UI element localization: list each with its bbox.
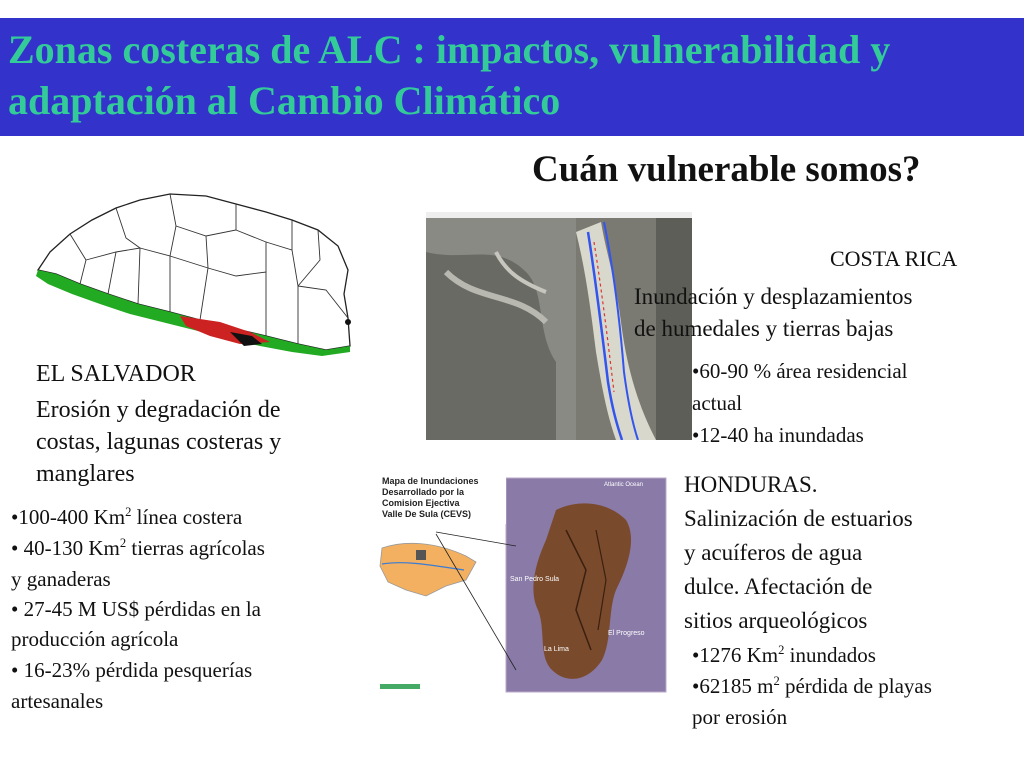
el-salvador-line-2: costas, lagunas costeras y bbox=[36, 429, 282, 455]
honduras-line-1: Salinización de estuarios bbox=[684, 506, 913, 531]
el-salvador-bullet-2: • 40-130 Km$^2$ tierras agrícolas bbox=[11, 536, 265, 560]
honduras-line-4: sitios arqueológicos bbox=[684, 608, 868, 633]
el-salvador-line-3: manglares bbox=[36, 461, 135, 487]
honduras-flood-map bbox=[376, 470, 668, 700]
costa-rica-line-1: Inundación y desplazamientos bbox=[634, 284, 913, 309]
el-salvador-bullet-4: • 16-23% pérdida pesquerías bbox=[11, 658, 253, 682]
honduras-bullet-2-cont: por erosión bbox=[692, 705, 788, 729]
el-salvador-bullet-3-cont: producción agrícola bbox=[11, 627, 179, 651]
el-salvador-heading: EL SALVADOR bbox=[36, 361, 196, 387]
honduras-line-3: dulce. Afectación de bbox=[684, 574, 873, 599]
el-salvador-bullet-3: • 27-45 M US$ pérdidas en la bbox=[11, 597, 261, 621]
el-salvador-line-1: Erosión y degradación de bbox=[36, 397, 281, 423]
costa-rica-bullet-2: •12-40 ha inundadas bbox=[692, 423, 864, 447]
costa-rica-line-2: de humedales y tierras bajas bbox=[634, 316, 894, 341]
map-label-atlantic-ocean: Atlantic Ocean bbox=[604, 482, 644, 488]
honduras-bullet-2: •62185 $m^2$ pérdida de playas bbox=[692, 674, 932, 698]
costa-rica-bullet-1-cont: actual bbox=[692, 391, 743, 415]
el-salvador-map bbox=[30, 190, 352, 358]
honduras-bullet-1: •1276 Km$^2$ inundados bbox=[692, 643, 876, 667]
el-salvador-bullet-4-cont: artesanales bbox=[11, 689, 104, 713]
map-label-la-lima: La Lima bbox=[544, 646, 569, 653]
costa-rica-heading: COSTA RICA bbox=[830, 246, 958, 271]
map-label-el-progreso: El Progreso bbox=[608, 630, 645, 637]
el-salvador-bullet-2-cont: y ganaderas bbox=[11, 567, 111, 591]
el-salvador-bullet-1: •100-400 Km$^2$ línea costera bbox=[11, 505, 243, 529]
costa-rica-bullet-1: •60-90 % área residencial bbox=[692, 359, 908, 383]
honduras-map-caption: Mapa de Inundaciones Desarrollado por la Comision Ejectiva Valle De Sula (CEVS) bbox=[382, 476, 479, 519]
map-label-san-pedro-sula: San Pedro Sula bbox=[510, 576, 560, 583]
slide-title: Zonas costeras de ALC : impactos, vulnerabilidad y adaptación al Cambio Climático bbox=[8, 27, 891, 123]
slide-subtitle: Cuán vulnerable somos? bbox=[532, 149, 921, 190]
honduras-line-2: y acuíferos de agua bbox=[684, 540, 863, 565]
honduras-heading: HONDURAS. bbox=[684, 472, 818, 497]
